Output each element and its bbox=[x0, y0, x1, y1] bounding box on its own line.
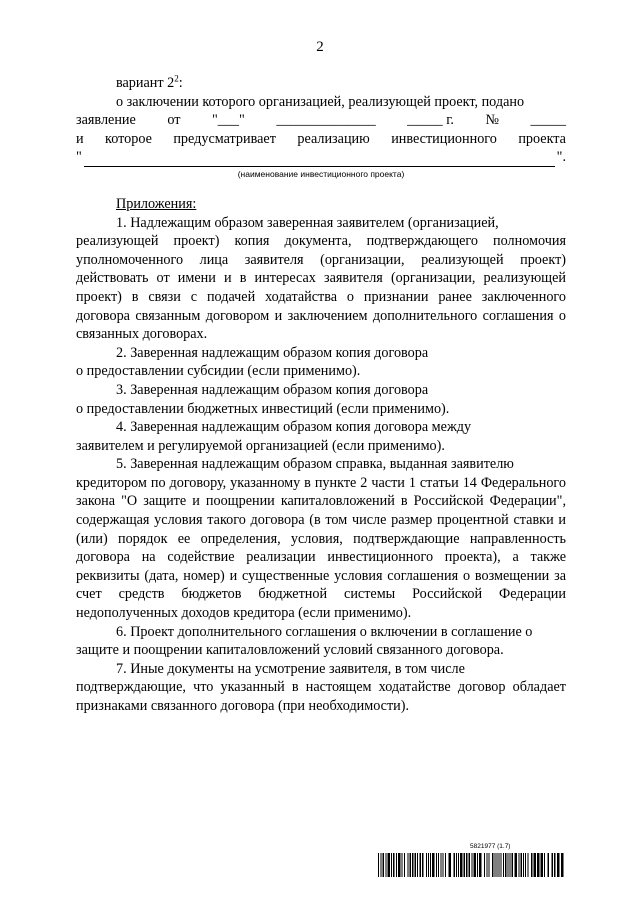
document-code: 5821977 (1.7) bbox=[470, 843, 511, 850]
project-name-blank bbox=[84, 153, 555, 167]
barcode-bar bbox=[521, 853, 523, 877]
barcode-bar bbox=[466, 853, 468, 877]
barcode-bar bbox=[474, 853, 477, 877]
day-blank: "___" bbox=[211, 112, 245, 129]
barcode-bar bbox=[515, 853, 518, 877]
barcode-bar bbox=[495, 853, 496, 877]
barcode-bar bbox=[420, 853, 422, 877]
word-ot: от bbox=[167, 112, 181, 129]
barcode-bar bbox=[436, 853, 437, 877]
barcode-bar bbox=[510, 853, 511, 877]
barcode-bar bbox=[499, 853, 500, 877]
appendix-item-first-line: 7. Иные документы на усмотрение заявителя, в том числе bbox=[116, 660, 465, 677]
barcode-bar bbox=[402, 853, 403, 877]
word-1: и bbox=[76, 130, 84, 147]
barcode-bar bbox=[432, 853, 435, 877]
barcode-bar bbox=[391, 853, 392, 877]
barcode-bar bbox=[417, 853, 418, 877]
project-name-caption: (наименование инвестиционного проекта) bbox=[237, 168, 405, 179]
barcode-bar bbox=[487, 853, 488, 877]
number-sign: № bbox=[485, 112, 500, 129]
barcode-bar bbox=[531, 853, 533, 877]
appendix-item-first-line: 1. Надлежащим образом заверенная заявителем (организацией, bbox=[116, 214, 499, 231]
appendix-item-first-line: 5. Заверенная надлежащим образом справка, выданная заявителю bbox=[116, 456, 514, 473]
appendix-item-5 bbox=[76, 455, 566, 622]
barcode-bar bbox=[412, 853, 414, 877]
quote-close: ". bbox=[556, 149, 566, 166]
barcode-bar bbox=[388, 853, 391, 877]
appendix-item-first-line: 2. Заверенная надлежащим образом копия договора bbox=[116, 344, 429, 361]
barcode-bar bbox=[445, 853, 446, 877]
barcode-bar bbox=[505, 853, 507, 877]
barcode-bar bbox=[398, 853, 401, 877]
appendix-item-text: подтверждающие, что указанный в настоящем ходатайстве договор обладает признаками связанного договора (при необходимости). bbox=[76, 679, 566, 714]
barcode-bar bbox=[404, 853, 405, 877]
barcode-bar bbox=[534, 853, 537, 877]
barcode-bar bbox=[449, 853, 452, 877]
barcode-bar bbox=[458, 853, 459, 877]
appendix-item-first-line: 4. Заверенная надлежащим образом копия договора между bbox=[116, 419, 472, 436]
quote-open: " bbox=[76, 149, 82, 166]
barcode-bar bbox=[561, 853, 564, 877]
barcode-bar bbox=[497, 853, 498, 877]
barcode-bar bbox=[430, 853, 431, 877]
appendix-item-first-line: 3. Заверенная надлежащим образом копия договора bbox=[116, 381, 429, 398]
barcode-bar bbox=[501, 853, 502, 877]
barcode-bar bbox=[460, 853, 463, 877]
barcode-bar bbox=[456, 853, 457, 877]
word-zayavlenie: заявление bbox=[76, 112, 136, 129]
application-line-1: о заключении которого организацией, реализующей проект, подано bbox=[116, 93, 525, 110]
appendix-item-7 bbox=[76, 660, 566, 716]
barcode-bar bbox=[525, 853, 526, 877]
appendix-item-first-line: 6. Проект дополнительного соглашения о включении в соглашение о bbox=[116, 623, 533, 640]
barcode-bar bbox=[438, 853, 439, 877]
appendix-title-text: Приложения: bbox=[116, 195, 197, 212]
barcode-bar bbox=[428, 853, 429, 877]
barcode-bar bbox=[512, 853, 514, 877]
barcode-bar bbox=[519, 853, 520, 877]
appendix-item-text: кредитором по договору, указанному в пункте 2 части 1 статьи 14 Федерального закона "О защите и поощрении капиталовложений в Российской Федерации", содержащая условия такого договора (в том числе размер процентной ставки и (или) порядок ее определения, условия, подтверждающие направленность договора на содействие реализации инвестиционного проекта), а также реквизиты (дата, номер) и существенные условия соглашения о возмещении за счет средств бюджетов бюджетной системы Российской Федерации недополученных доходов кредитора (если применимо). bbox=[76, 474, 566, 622]
word-6: проекта bbox=[518, 130, 566, 147]
appendix-item-text: защите и поощрении капиталовложений условий связанного договора. bbox=[76, 642, 504, 659]
variant-heading bbox=[76, 74, 566, 93]
appendix-item-text: реализующей проект) копия документа, подтверждающего полномочия уполномоченного лица заявителя (организации, реализующей проект) действовать от имени и в интересах заявителя (организации, реализующей проект) в связи с подачей ходатайства о признании ранее заключенного договора связанным договором и заключением дополнительного соглашения о связанных договорах. bbox=[76, 233, 566, 343]
application-line-3 bbox=[76, 130, 566, 149]
barcode-bar bbox=[410, 853, 412, 877]
project-name-line bbox=[76, 148, 566, 167]
word-4: реализацию bbox=[297, 130, 370, 147]
number-blank: _____ bbox=[530, 112, 566, 129]
barcode-bar bbox=[381, 853, 382, 877]
barcode-bar bbox=[441, 853, 442, 877]
barcode-bar bbox=[552, 853, 554, 877]
barcode-bar bbox=[554, 853, 556, 877]
appendix-title bbox=[76, 195, 566, 214]
barcode-bar bbox=[469, 853, 471, 877]
appendix-item-3 bbox=[76, 381, 566, 418]
barcode-bar bbox=[454, 853, 456, 877]
appendix-item-text: о предоставлении бюджетных инвестиций (если применимо). bbox=[76, 400, 450, 417]
appendix-item-6 bbox=[76, 623, 566, 660]
barcode-bar bbox=[523, 853, 524, 877]
barcode-bar bbox=[544, 853, 545, 877]
barcode-bar bbox=[378, 853, 379, 877]
appendix-item-text: о предоставлении субсидии (если применимо). bbox=[76, 363, 361, 380]
variant-colon: : bbox=[178, 75, 183, 91]
barcode-bar bbox=[503, 853, 504, 877]
barcode-bar bbox=[386, 853, 387, 877]
barcode bbox=[378, 853, 564, 877]
application-line-2 bbox=[76, 111, 566, 130]
barcode-bar bbox=[492, 853, 494, 877]
barcode-bar bbox=[508, 853, 509, 877]
page-number: 2 bbox=[316, 39, 324, 55]
appendix-item-4 bbox=[76, 418, 566, 455]
barcode-bar bbox=[426, 853, 427, 877]
appendix-item-1 bbox=[76, 214, 566, 344]
variant-label: вариант 2 bbox=[116, 75, 175, 91]
word-3: предусматривает bbox=[173, 130, 276, 147]
barcode-bar bbox=[489, 853, 490, 877]
barcode-bar bbox=[484, 853, 485, 877]
barcode-bar bbox=[479, 853, 482, 877]
barcode-bar bbox=[408, 853, 409, 877]
document-body bbox=[76, 74, 566, 716]
appendix-item-2 bbox=[76, 344, 566, 381]
barcode-bar bbox=[548, 853, 550, 877]
barcode-bar bbox=[537, 853, 540, 877]
appendix-item-text: заявителем и регулируемой организацией (если применимо). bbox=[76, 437, 445, 454]
barcode-bar bbox=[528, 853, 529, 877]
barcode-bar bbox=[422, 853, 424, 877]
barcode-bar bbox=[464, 853, 466, 877]
word-2: которое bbox=[105, 130, 152, 147]
word-5: инвестиционного bbox=[391, 130, 497, 147]
year-blank: _____ г. bbox=[407, 112, 454, 129]
barcode-bar bbox=[383, 853, 385, 877]
barcode-bar bbox=[477, 853, 478, 877]
barcode-bar bbox=[396, 853, 397, 877]
barcode-bar bbox=[541, 853, 544, 877]
barcode-bar bbox=[393, 853, 395, 877]
month-blank: ______________ bbox=[276, 112, 376, 129]
barcode-bar bbox=[557, 853, 560, 877]
barcode-bar bbox=[443, 853, 444, 877]
barcode-bar bbox=[415, 853, 417, 877]
barcode-bar bbox=[472, 853, 473, 877]
variant-footnote-ref: 2 bbox=[174, 73, 179, 84]
